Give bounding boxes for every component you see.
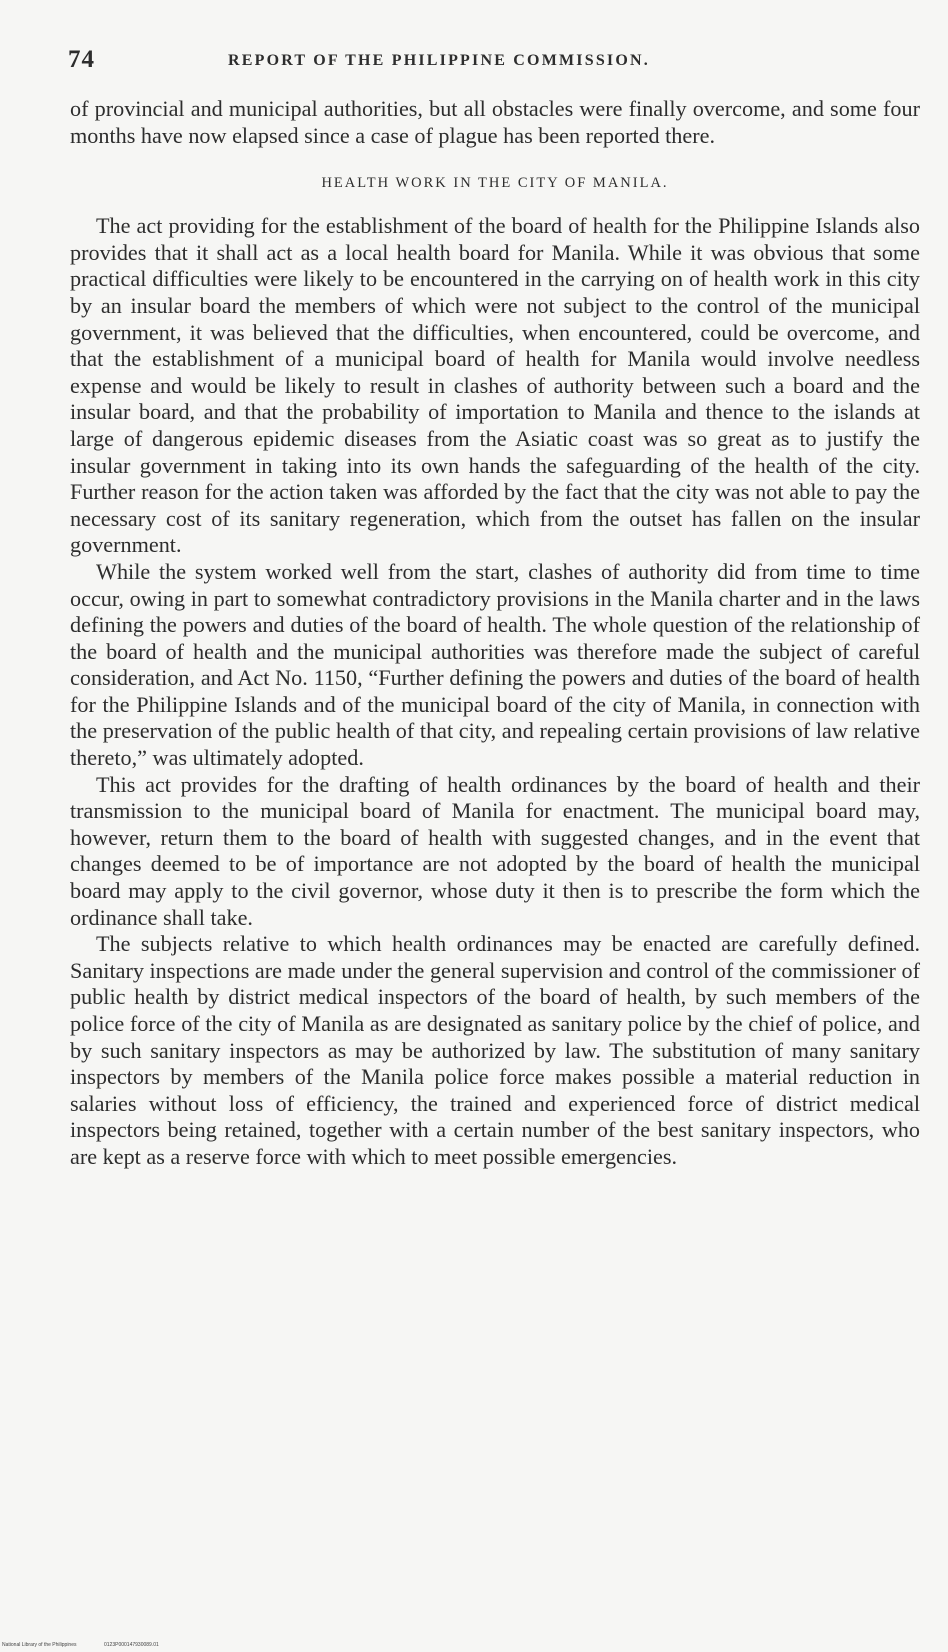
paragraph-board-of-health: The act providing for the establishment of the board of health for the Philippine Islands also provides that it shall act as a local health board for Manila. While it was obvious that some practical difficulties were likely to be encountered in the carrying on of health work in this city by an insular board the members of which were not subject to the control of the municipal government, it was believed that the difficulties, when encountered, could be overcome, and that the establishment of a municipal board of health for Manila would involve needless expense and would be likely to result in clashes of authority between such a board and the insular board, and that the probability of importation to Manila and thence to the islands at large of dangerous epidemic diseases from the Asiatic coast was so great as to justify the insular government in taking into its own hands the safeguarding of the health of the city. Further reason for the action taken was afforded by the fact that the city was not able to pay the necessary cost of its sanitary regeneration, which from the outset has fallen on the insular government. — [70, 213, 920, 558]
scan-file-id: 0123P000147930089.01 — [104, 1642, 159, 1648]
paragraph-sanitary-inspections: The subjects relative to which health ordinances may be enacted are carefully defined. Sanitary inspections are made under the general supervision and control of the commissioner of public health by district medical inspectors of the board of health, by such members of the police force of the city of Manila as are designated as sanitary police by the chief of police, and by such sanitary inspectors as may be authorized by law. The substitution of many sanitary inspectors by members of the Manila police force makes possible a material reduction in salaries without loss of efficiency, the trained and experienced force of district medical inspectors being retained, together with a certain number of the best sanitary inspectors, who are kept as a reserve force with which to meet possible emergencies. — [70, 931, 920, 1169]
paragraph-health-ordinances: This act provides for the drafting of health ordinances by the board of health and their transmission to the municipal board of Manila for enactment. The municipal board may, however, return them to the board of health with suggested changes, and in the event that changes deemed to be of importance are not adopted by the board of health the municipal board may apply to the civil governor, whose duty it then is to prescribe the form which the ordinance shall take. — [70, 771, 920, 930]
library-credit: National Library of the Philippines — [2, 1642, 77, 1648]
page-header — [68, 46, 918, 80]
section-heading: HEALTH WORK IN THE CITY OF MANILA. — [321, 175, 669, 192]
continuation-paragraph: of provincial and municipal authorities, but all obstacles were finally overcome, and some four months have now elapsed since a case of plague has been reported there. — [70, 96, 920, 148]
running-title: REPORT OF THE PHILIPPINE COMMISSION. — [228, 52, 650, 69]
page-body — [70, 96, 920, 1171]
paragraph-clashes-of-authority: While the system worked well from the start, clashes of authority did from time to time occur, owing in part to somewhat contradictory provisions in the Manila charter and in the laws defining the powers and duties of the board of health. The whole question of the relationship of the board of health and the municipal authorities was therefore made the subject of careful consideration, and Act No. 1150, “Further defining the powers and duties of the board of health for the Philippine Islands and of the municipal board of the city of Manila, in connection with the preservation of the public health of that city, and repealing certain provisions of law relative thereto,” was ultimately adopted. — [70, 558, 920, 771]
page-number: 74 — [68, 46, 95, 73]
